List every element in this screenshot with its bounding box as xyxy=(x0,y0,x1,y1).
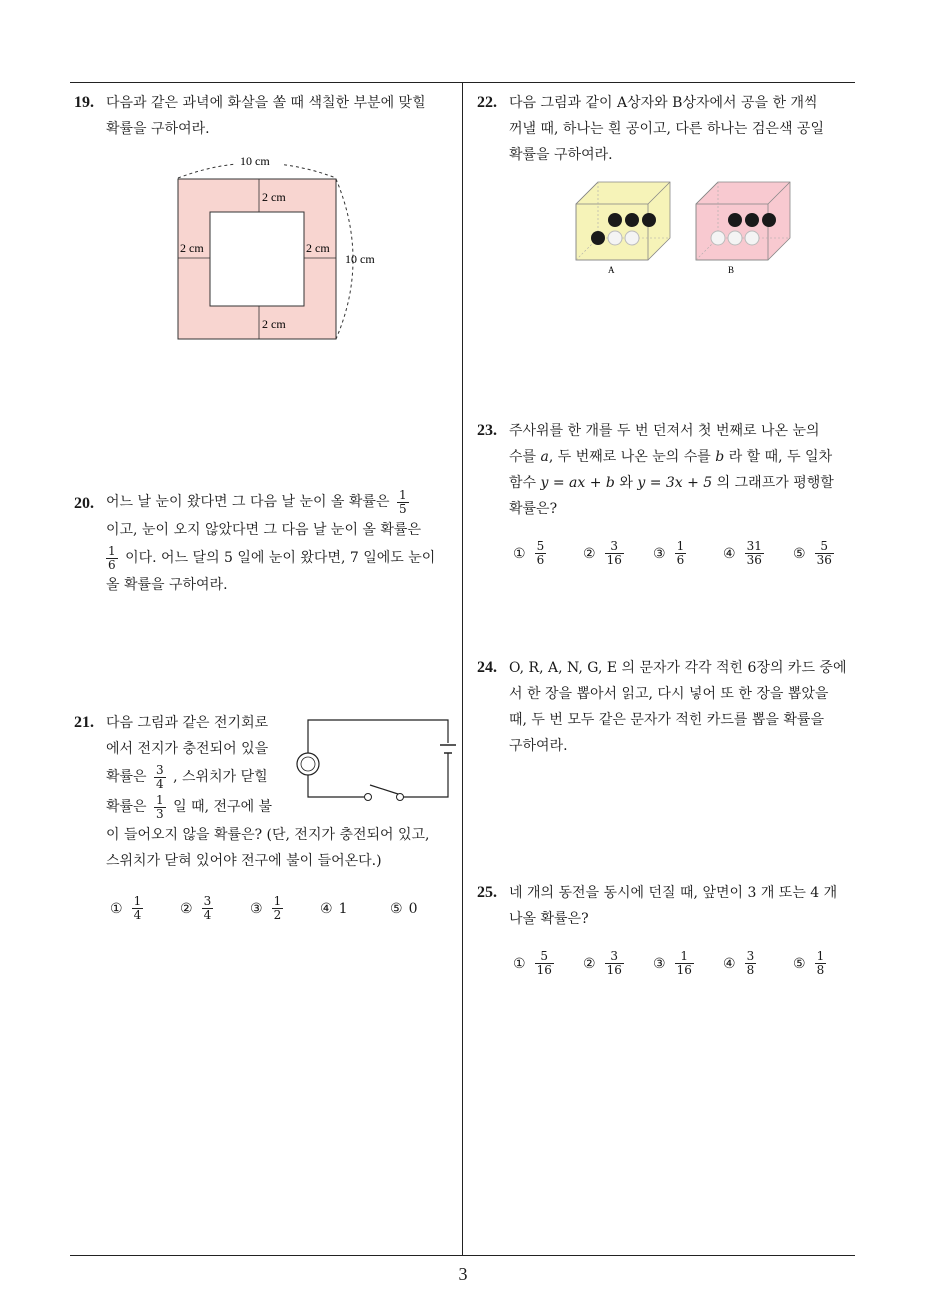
dimension-label-top: 10 cm xyxy=(240,154,270,168)
question-text: 스위치가 닫혀 있어야 전구에 불이 들어온다.) xyxy=(106,853,382,869)
question-text: 이다. 어느 달의 5 일에 눈이 왔다면, 7 일에도 눈이 xyxy=(125,550,436,566)
question-20 xyxy=(74,485,456,595)
question-number: 24. xyxy=(477,659,497,676)
question-19 xyxy=(74,90,456,142)
answer-choices-25 xyxy=(513,950,853,977)
choice-2[interactable]: ② $\frac{3}{16}$ xyxy=(583,949,622,977)
question-text: 구하여라. xyxy=(509,738,568,754)
column-divider xyxy=(462,83,463,1256)
answer-choices-23 xyxy=(513,540,853,567)
choice-4[interactable]: ④ $\frac{3}{8}$ xyxy=(723,949,755,977)
box-b-label: B xyxy=(728,265,735,275)
question-text: 나올 확률은? xyxy=(509,911,589,927)
question-number: 20. xyxy=(74,495,94,512)
question-number: 25. xyxy=(477,884,497,901)
switch-icon xyxy=(370,785,398,794)
question-text: 이고, 눈이 오지 않았다면 그 다음 날 눈이 올 확률은 xyxy=(106,522,421,538)
question-text: 확률은 xyxy=(106,769,147,785)
question-text: 에서 전지가 충전되어 있을 xyxy=(106,741,269,757)
box-a xyxy=(576,182,670,260)
question-text: 올 확률을 구하여라. xyxy=(106,577,228,593)
dimension-label-right: 10 cm xyxy=(345,252,375,266)
question-text: 이 들어오지 않을 확률은? (단, 전지가 충전되어 있고, xyxy=(106,827,430,843)
question-text: 꺼낼 때, 하나는 흰 공이고, 다른 하나는 검은색 공일 xyxy=(509,121,824,137)
choice-3[interactable]: ③ $\frac{1}{16}$ xyxy=(653,949,692,977)
bottom-rule xyxy=(70,1255,855,1256)
question-text: 다음과 같은 과녁에 화살을 쏠 때 색칠한 부분에 맞힐 xyxy=(106,95,426,111)
circuit-figure xyxy=(290,715,460,810)
choice-2[interactable]: ② $\frac{3}{16}$ xyxy=(583,539,622,567)
question-24 xyxy=(477,655,859,759)
dimension-label-inner-bottom: 2 cm xyxy=(262,317,286,331)
box-b xyxy=(696,182,790,260)
question-text: O, R, A, N, G, E 의 문자가 각각 적힌 6장의 카드 중에 xyxy=(509,660,847,676)
question-number: 21. xyxy=(74,714,94,731)
question-23: 23. 주사위를 한 개를 두 번 던져서 첫 번째로 나온 눈의 수를 a, 두 번째로 나온 눈의 수를 b 라 할 때, 두 일차 함수 y = ax + b 와 y = 3x + 5 의 그래프가 평행할 확률은? xyxy=(509,418,859,522)
fraction: $\frac{1}{5}$ xyxy=(398,487,407,516)
question-text: 확률은 xyxy=(106,799,147,815)
answer-choices-21 xyxy=(110,895,450,922)
question-number: 22. xyxy=(477,94,497,111)
bulb-icon xyxy=(297,753,319,775)
question-text: 확률을 구하여라. xyxy=(509,147,613,163)
question-text: 확률은? xyxy=(509,501,558,517)
question-number: 19. xyxy=(74,94,94,111)
question-text: 일 때, 전구에 불 xyxy=(173,799,273,815)
question-25 xyxy=(477,880,859,932)
question-text: 어느 날 눈이 왔다면 그 다음 날 눈이 올 확률은 xyxy=(106,494,390,510)
choice-5[interactable]: ⑤ $\frac{1}{8}$ xyxy=(793,949,825,977)
choice-5[interactable]: ⑤ $\frac{5}{36}$ xyxy=(793,539,832,567)
dimension-label-inner-right: 2 cm xyxy=(306,241,330,255)
box-a-label: A xyxy=(608,265,615,275)
dimension-label-inner-top: 2 cm xyxy=(262,190,286,204)
fraction: $\frac{3}{4}$ xyxy=(156,762,164,791)
page-number: 3 xyxy=(458,1264,468,1284)
fraction: $\frac{1}{6}$ xyxy=(108,543,116,572)
choice-2[interactable]: ② $\frac{3}{4}$ xyxy=(180,894,212,922)
question-text: , 스위치가 닫힐 xyxy=(173,769,268,785)
choice-3[interactable]: ③ $\frac{1}{2}$ xyxy=(250,894,282,922)
choice-4[interactable]: ④ 1 xyxy=(320,900,348,917)
question-number: 23. xyxy=(477,422,497,439)
question-text: 다음 그림과 같이 A상자와 B상자에서 공을 한 개씩 xyxy=(509,95,818,111)
choice-3[interactable]: ③ $\frac{1}{6}$ xyxy=(653,539,685,567)
choice-1[interactable]: ① $\frac{5}{6}$ xyxy=(513,539,545,567)
ball-boxes-figure xyxy=(570,176,800,276)
question-22 xyxy=(477,90,859,168)
fraction: $\frac{1}{3}$ xyxy=(156,792,164,821)
question-text: 서 한 장을 뽑아서 읽고, 다시 넣어 또 한 장을 뽑았을 xyxy=(509,686,829,702)
dimension-label-inner-left: 2 cm xyxy=(180,241,204,255)
choice-1[interactable]: ① $\frac{5}{16}$ xyxy=(513,949,552,977)
inner-square xyxy=(210,212,304,306)
question-text: 주사위를 한 개를 두 번 던져서 첫 번째로 나온 눈의 xyxy=(509,423,820,439)
target-figure xyxy=(160,150,390,350)
question-text: 확률을 구하여라. xyxy=(106,121,210,137)
question-text: 때, 두 번 모두 같은 문자가 적힌 카드를 뽑을 확률을 xyxy=(509,712,824,728)
choice-4[interactable]: ④ $\frac{31}{36}$ xyxy=(723,539,762,567)
choice-5[interactable]: ⑤ 0 xyxy=(390,900,418,917)
question-text: 다음 그림과 같은 전기회로 xyxy=(106,715,269,731)
choice-1[interactable]: ① $\frac{1}{4}$ xyxy=(110,894,142,922)
question-text: 네 개의 동전을 동시에 던질 때, 앞면이 3 개 또는 4 개 xyxy=(509,885,838,901)
